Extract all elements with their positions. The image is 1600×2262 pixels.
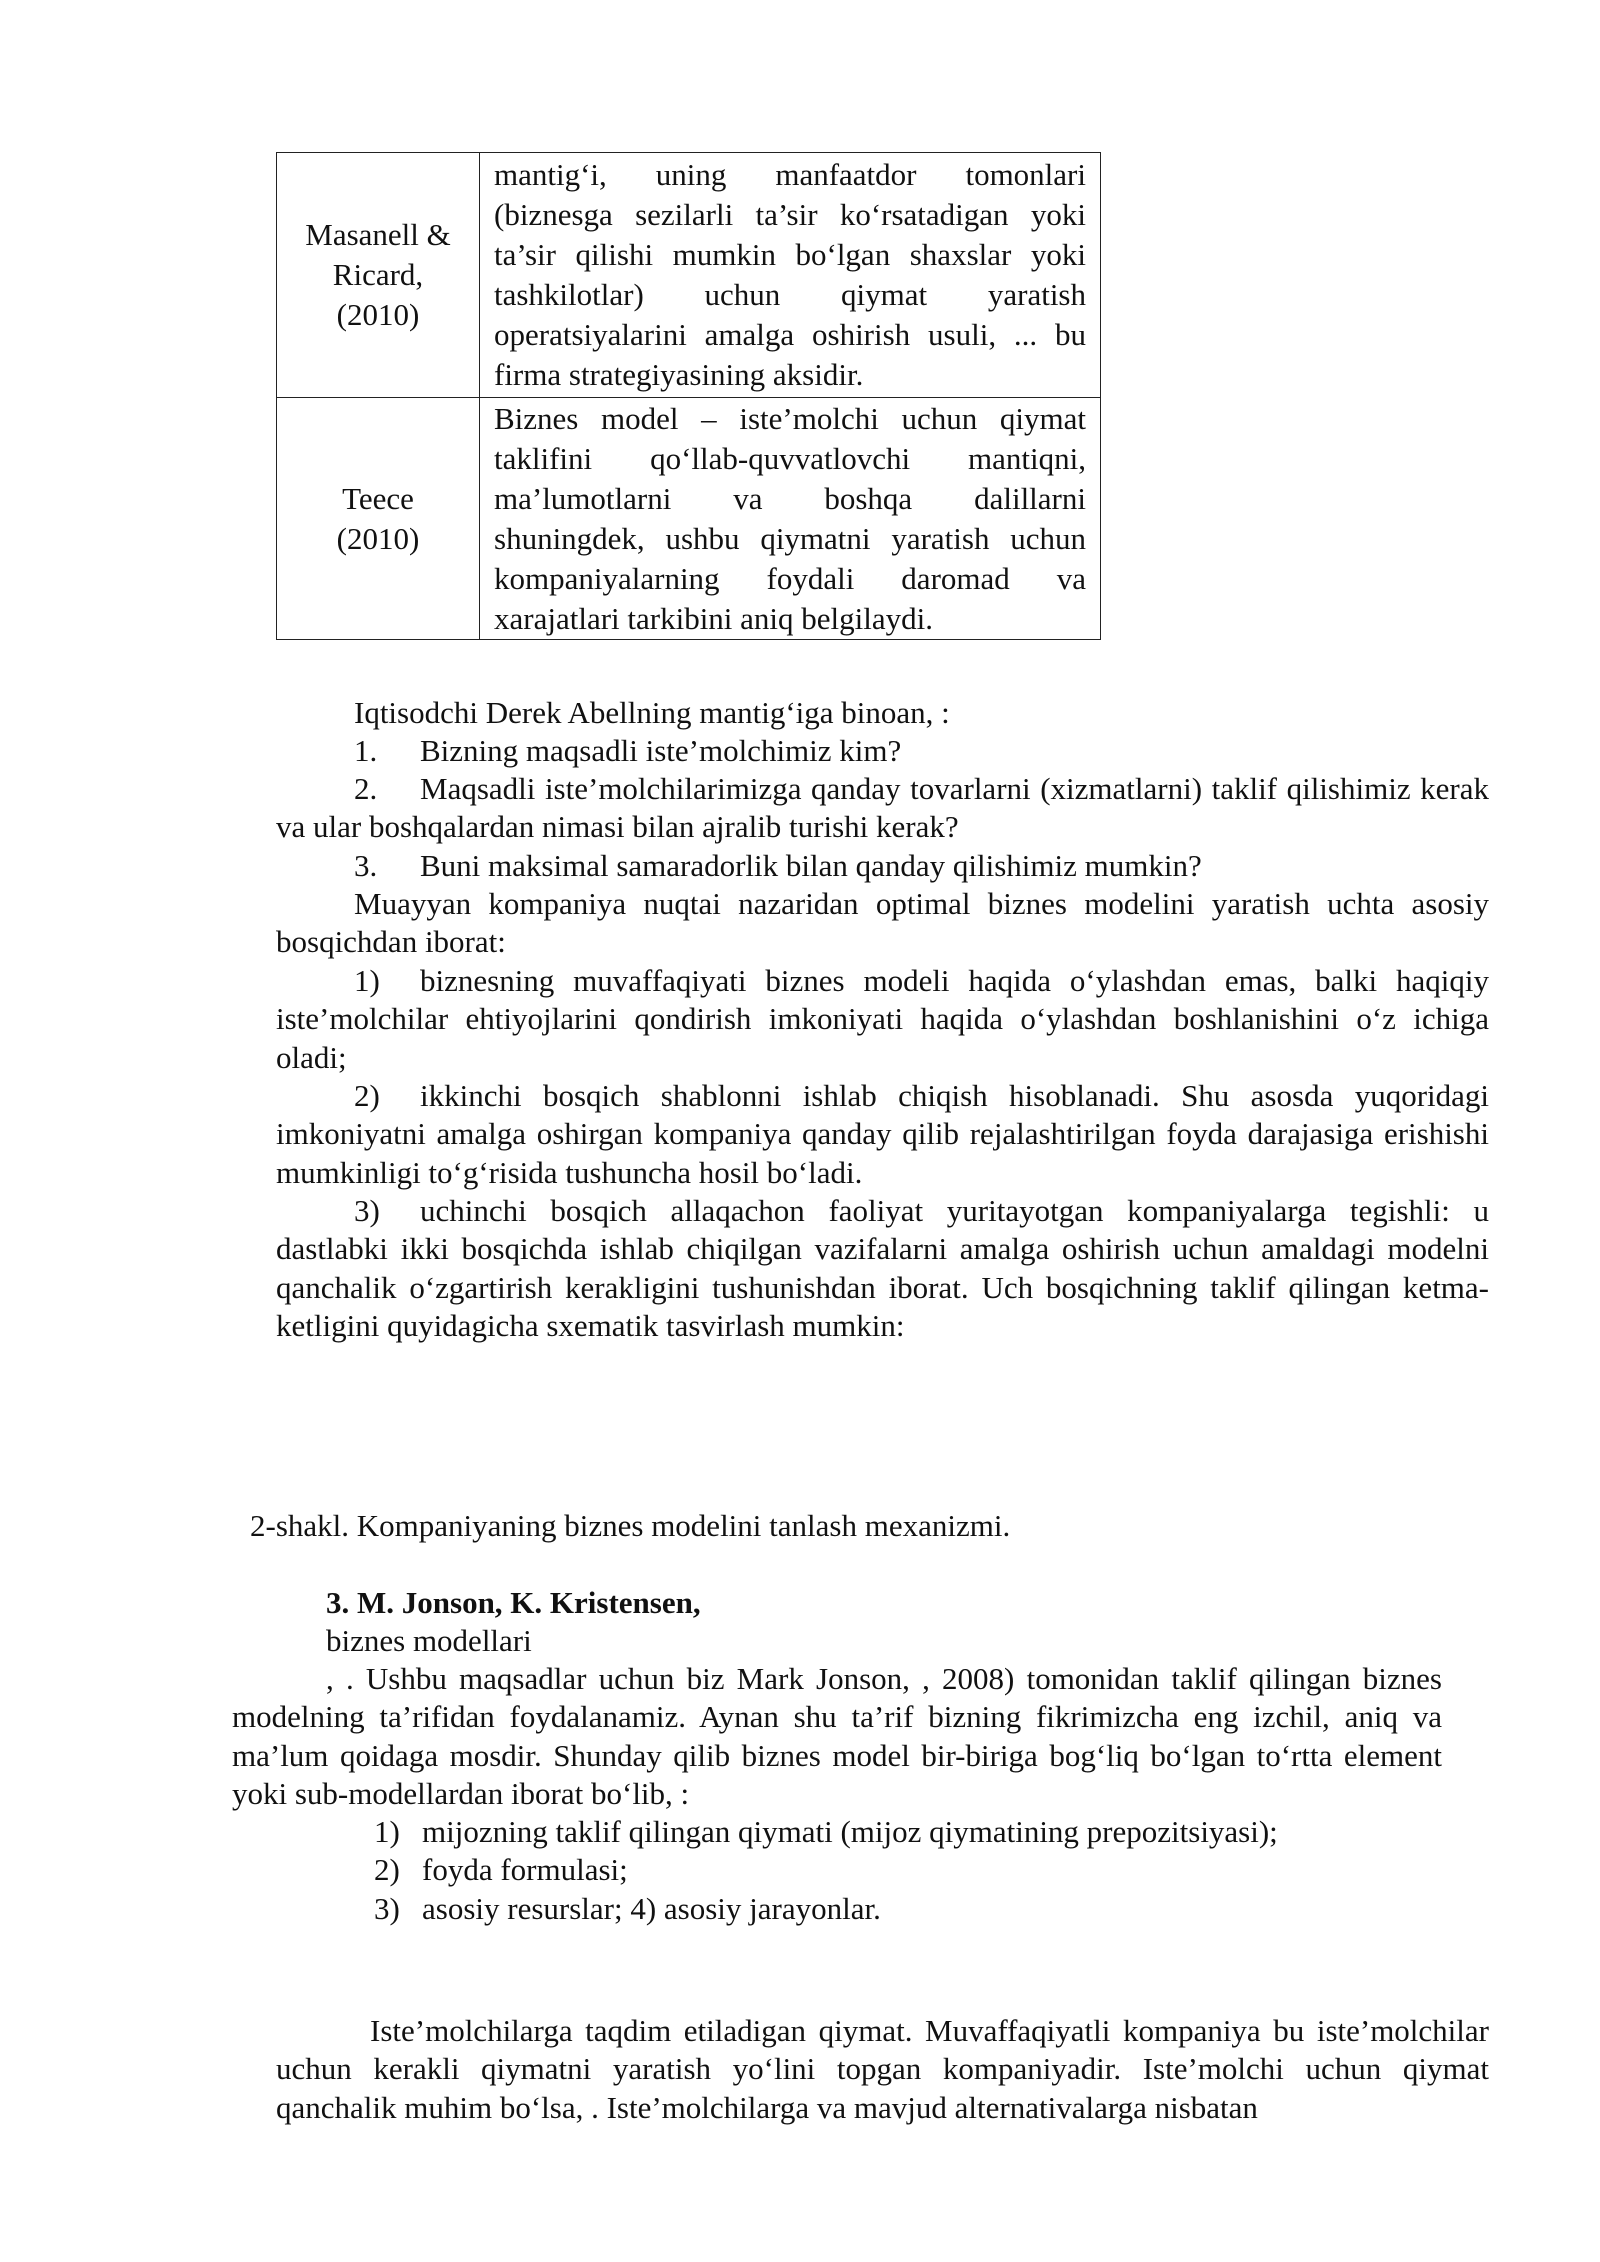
item-text: Bizning maqsadli iste’molchimiz kim? <box>420 733 902 768</box>
intro-paragraph: Iqtisodchi Derek Abellning mantig‘iga binoan, : <box>354 695 950 730</box>
section-heading: 3. M. Jonson, K. Kristensen, <box>326 1585 701 1620</box>
item-text: foyda formulasi; <box>422 1852 628 1888</box>
definition-line: shuningdek, ushbu qiymatni yaratish uchun <box>494 520 1086 556</box>
question-item <box>276 770 1489 847</box>
author-line: (2010) <box>336 297 420 332</box>
author-line: (2010) <box>336 520 420 556</box>
definition-line: xarajatlari tarkibini aniq belgilaydi. <box>494 600 934 636</box>
item-number: 3) <box>354 1193 380 1228</box>
item-number: 3. <box>354 848 378 883</box>
definition-line: (biznesga sezilarli ta’sir ko‘rsatadigan yoki <box>494 197 1086 232</box>
author-line: Teece <box>342 480 414 516</box>
definition-cell <box>480 398 1101 640</box>
figure-caption: 2-shakl. Kompaniyaning biznes modelini tanlash mexanizmi. <box>250 1508 1011 1543</box>
question-item <box>276 732 1489 770</box>
definition-line: ma’lumotlarni va boshqa dalillarni <box>494 480 1086 516</box>
question-item <box>276 847 1489 885</box>
item-number: 1. <box>354 733 378 768</box>
definition-line: operatsiyalarini amalga oshirish usuli, ... bu <box>494 317 1086 352</box>
item-text: uchinchi bosqich allaqachon faoliyat yuritayotgan kompaniyalarga tegishli: u dastlabki ikki bosqichda ishlab chiqilgan vazifalarni amalga oshirish uchun amaldagi modelni qanchalik o‘zgartirish kerakligini tushunishdan iborat. Uch bosqichning taklif qilingan ketma-ketligini quyidagicha sxematik tasvirlash mumkin: <box>276 1193 1489 1343</box>
table-row <box>277 398 1101 640</box>
table-row <box>277 153 1101 398</box>
definitions-table <box>276 152 1101 640</box>
author-cell <box>277 153 480 398</box>
list-item <box>374 1890 1278 1928</box>
definition-line: mantig‘i, uning manfaatdor tomonlari <box>494 157 1086 192</box>
item-text: Maqsadli iste’molchilarimizga qanday tovarlarni (xizmatlarni) taklif qilishimiz kerak va ular boshqalardan nimasi bilan ajralib turishi kerak? <box>276 771 1489 845</box>
section-subheading: biznes modellari <box>326 1623 532 1658</box>
definition-line: taklifini qo‘llab-quvvatlovchi mantiqni, <box>494 440 1086 476</box>
author-line: Ricard, <box>332 257 424 292</box>
item-text: ikkinchi bosqich shablonni ishlab chiqish hisoblanadi. Shu asosda yuqoridagi imkoniyatni amalga oshirgan kompaniya qanday qilib rejalashtirilgan foyda darajasiga erishishi mumkinligi to‘g‘risida tushuncha hosil bo‘ladi. <box>276 1078 1489 1190</box>
closing-paragraph: Iste’molchilarga taqdim etiladigan qiymat. Muvaffaqiyatli kompaniya bu iste’molchilar uchun kerakli qiymatni yaratish yo‘lini topgan kompaniyadir. Iste’molchi uchun qiymat qanchalik muhim bo‘lsa, . Iste’molchilarga va mavjud alternativalarga nisbatan <box>276 2013 1489 2125</box>
item-number: 2. <box>354 771 378 806</box>
stages-intro-paragraph: Muayyan kompaniya nuqtai nazaridan optimal biznes modelini yaratish uchta asosiy bosqichdan iborat: <box>276 886 1489 960</box>
definition-line: firma strategiyasining aksidir. <box>494 357 864 392</box>
item-number: 1) <box>374 1814 400 1849</box>
definition-line: ta’sir qilishi mumkin bo‘lgan shaxslar yoki <box>494 237 1086 272</box>
author-line: Masanell & <box>305 217 451 252</box>
definition-line: tashkilotlar) uchun qiymat yaratish <box>494 277 1086 312</box>
item-number: 3) <box>374 1890 400 1926</box>
section-paragraph: , . Ushbu maqsadlar uchun biz Mark Jonson, , 2008) tomonidan taklif qilingan biznes modelning ta’rifidan foydalanamiz. Aynan shu ta’rif bizning fikrimizcha eng izchil, aniq va ma’lum qoidaga mosdir. Shunday qilib biznes model bir-biriga bog‘liq bo‘lgan to‘rtta element yoki sub-modellardan iborat bo‘lib, : <box>232 1661 1442 1811</box>
definition-line: Biznes model – iste’molchi uchun qiymat <box>494 400 1086 436</box>
item-number: 2) <box>374 1852 400 1888</box>
item-number: 2) <box>354 1078 380 1113</box>
list-item <box>374 1813 1278 1851</box>
stage-item <box>276 1192 1489 1345</box>
item-text: Buni maksimal samaradorlik bilan qanday qilishimiz mumkin? <box>420 848 1202 883</box>
item-text: mijozning taklif qilingan qiymati (mijoz qiymatining prepozitsiyasi); <box>422 1814 1278 1849</box>
sub-models-list <box>374 1813 1278 1928</box>
author-cell <box>277 398 480 640</box>
definition-line: kompaniyalarning foydali daromad va <box>494 560 1086 596</box>
stage-item <box>276 1077 1489 1192</box>
stage-item <box>276 962 1489 1077</box>
definition-cell <box>480 153 1101 398</box>
item-text: biznesning muvaffaqiyati biznes modeli haqida o‘ylashdan emas, balki haqiqiy iste’molchilar ehtiyojlarini qondirish imkoniyati haqida o‘ylashdan boshlanishini o‘z ichiga oladi; <box>276 963 1489 1075</box>
item-number: 1) <box>354 963 380 998</box>
item-text: asosiy resurslar; 4) asosiy jarayonlar. <box>422 1890 881 1926</box>
list-item <box>374 1851 1278 1889</box>
